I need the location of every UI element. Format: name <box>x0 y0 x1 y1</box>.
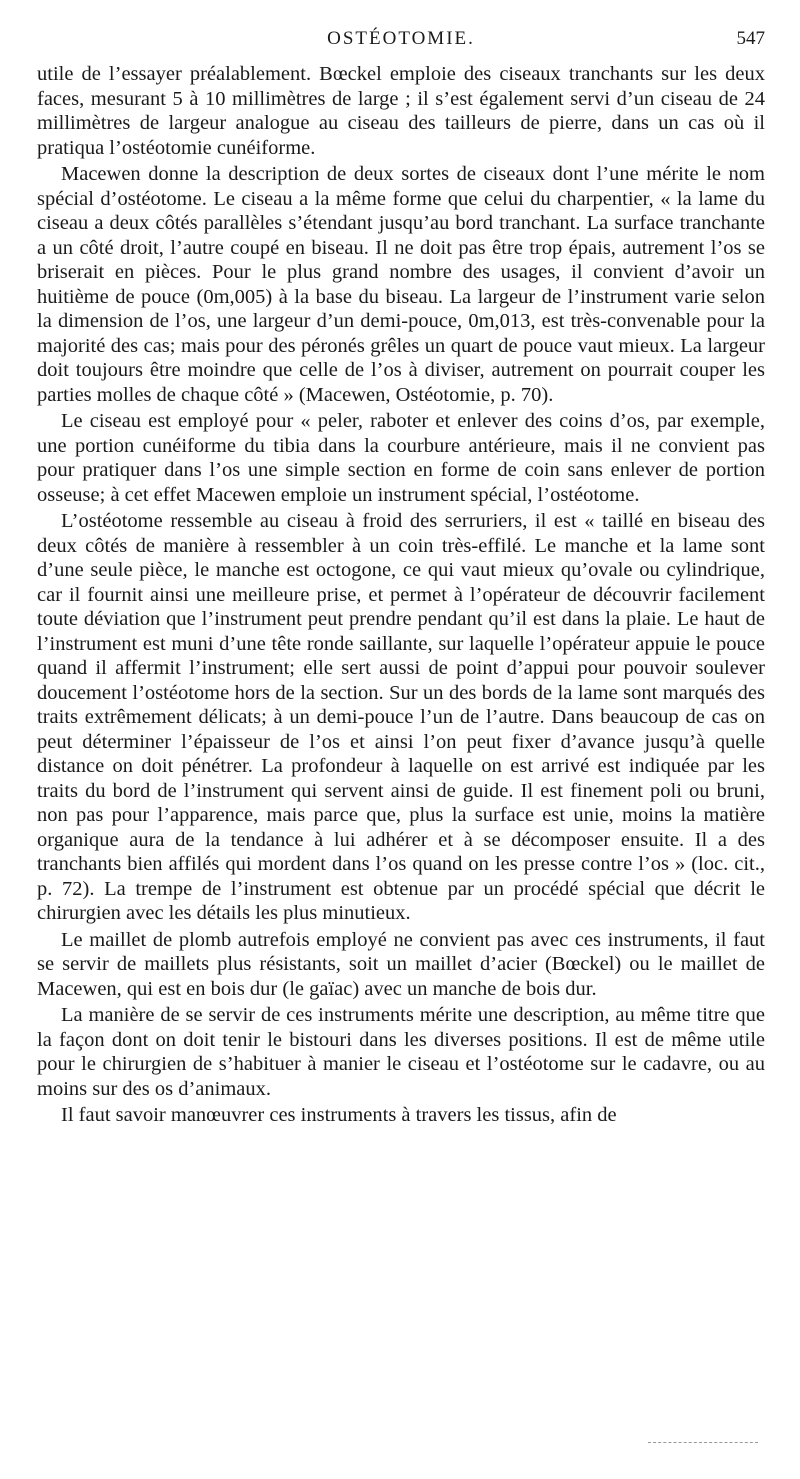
paragraph-3: Le ciseau est employé pour « peler, raboter et enlever des coins d’os, par exemple, une portion cunéiforme du tibia dans la courbure antérieure, mais il ne convient pas pour pratiquer dans l’os une simple section en forme de coin sans enlever de portion osseuse; à cet effet Macewen emploie un instrument spécial, l’ostéotome. <box>37 410 765 506</box>
paragraph-5: Le maillet de plomb autrefois employé ne convient pas avec ces instruments, il faut se servir de maillets plus résistants, soit un maillet d’acier (Bœckel) ou le maillet de Macewen, qui est en bois dur (le gaïac) avec un manche de bois dur. <box>37 928 765 1000</box>
page-number: 547 <box>736 28 765 49</box>
paragraph-2: Macewen donne la description de deux sortes de ciseaux dont l’une mérite le nom spécial d’ostéotome. Le ciseau a la même forme que celui du charpentier, « la lame du ciseau a deux côtés parallèles s’étendant jusqu’au bord tranchant. La surface tranchante a un côté droit, l’autre coupé en biseau. Il ne doit pas être trop épais, autrement l’os se briserait en pièces. Pour le plus grand nombre des usages, il convient d’avoir un huitième de pouce (0m,005) à la base du biseau. La largeur de l’instrument varie selon la dimension de l’os, une largeur d’un demi-pouce, 0m,013, est très-convenable pour la majorité des cas; mais pour des péronés grêles un quart de pouce vaut mieux. La largeur doit toujours être moindre que celle de l’os à diviser, autrement on pourrait couper les parties molles de chaque côté » (Macewen, Ostéotomie, p. 70). <box>37 163 765 406</box>
paragraph-1: utile de l’essayer préalablement. Bœckel emploie des ciseaux tranchants sur les deux faces, mesurant 5 à 10 millimètres de large ; il s’est également servi d’un ciseau de 24 millimètres de largeur analogue au ciseau des tailleurs de pierre, dans un cas où il pratiqua l’ostéotomie cunéiforme. <box>37 63 765 159</box>
running-title: OSTÉOTOMIE. <box>327 28 475 49</box>
body-text <box>37 62 765 1128</box>
page-header <box>37 0 765 62</box>
book-page <box>37 0 765 1128</box>
paragraph-4: L’ostéotome ressemble au ciseau à froid des serruriers, il est « taillé en biseau des deux côtés de manière à ressembler à un coin très-effilé. Le manche et la lame sont d’une seule pièce, le manche est octogone, ce qui vaut mieux qu’ovale ou cylindrique, car il fournit ainsi une meilleure prise, et permet à l’opérateur de découvrir facilement toute déviation que l’instrument peut prendre pendant qu’il est dans la plaie. Le haut de l’instrument est muni d’une tête ronde saillante, sur laquelle l’opérateur appuie le pouce quand il affermit l’instrument; elle sert aussi de point d’appui pour pouvoir soulever doucement l’ostéotome hors de la section. Sur un des bords de la lame sont marqués des traits extrêmement délicats; à un demi-pouce l’un de l’autre. Dans beaucoup de cas on peut déterminer l’épaisseur de l’os et ainsi l’on peut fixer d’avance jusqu’à quelle distance on doit pénétrer. La profondeur à laquelle on est arrivé est indiquée par les traits du bord de l’instrument qui servent ainsi de guide. Il est finement poli ou bruni, non pas pour l’apparence, mais parce que, plus la surface est unie, moins la matière organique aura de la tendance à lui adhérer et à se décomposer ensuite. Il a des tranchants bien affilés qui mordent dans l’os quand on les presse contre l’os » (loc. cit., p. 72). La trempe de l’instrument est obtenue par un procédé spécial que décrit le chirurgien avec les détails les plus minutieux. <box>37 510 765 924</box>
paragraph-6: La manière de se servir de ces instruments mérite une description, au même titre que la façon dont on doit tenir le bistouri dans les diverses positions. Il est de même utile pour le chirurgien de s’habituer à manier le ciseau et l’ostéotome sur le cadavre, ou au moins sur des os d’animaux. <box>37 1004 765 1100</box>
paragraph-7: Il faut savoir manœuvrer ces instruments à travers les tissus, afin de <box>61 1104 617 1126</box>
print-dash-mark <box>648 1442 758 1444</box>
page-footer-marks <box>0 1436 800 1448</box>
